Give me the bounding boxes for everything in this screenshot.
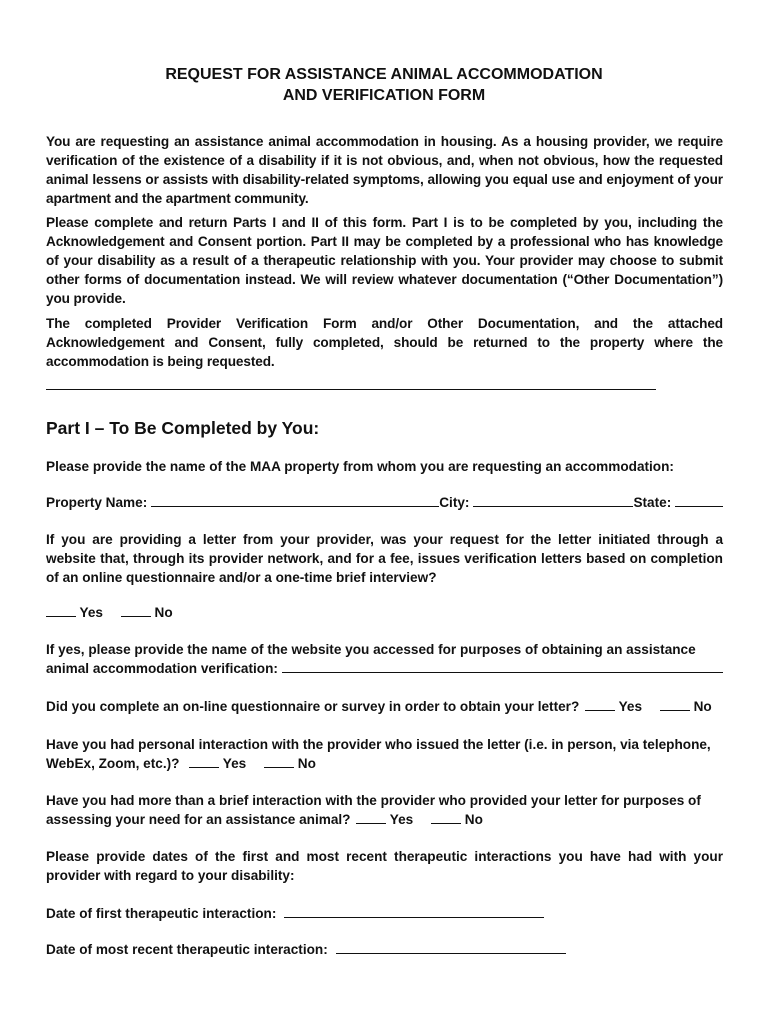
interaction-yes-field[interactable] xyxy=(189,754,219,768)
website-question: If you are providing a letter from your provider, was your request for the letter initiated through a website that, through its provider network, and for a fee, issues verification letters based on completion of an online questionnaire and/or a one-time brief interview? xyxy=(46,532,723,585)
questionnaire-yes-field[interactable] xyxy=(585,697,615,711)
website-name-prompt-line-2: animal accommodation verification: xyxy=(46,661,278,676)
questionnaire-no-label: No xyxy=(693,699,712,714)
brief-question xyxy=(46,791,723,829)
brief-question-line-2: assessing your need for an assistance animal? xyxy=(46,812,351,827)
brief-no-field[interactable] xyxy=(431,810,461,824)
part-1-heading: Part I – To Be Completed by You: xyxy=(46,418,320,438)
website-yes-label: Yes xyxy=(79,605,103,620)
website-name-row xyxy=(46,659,723,678)
intro-paragraph-1: You are requesting an assistance animal accommodation in housing. As a housing provider, we require verification of the existence of a disability if it is not obvious, and, when not obvious, how the requested animal lessens or assists with disability-related symptoms, allowing you equal use and enjoyment of your apartment and the apartment community. xyxy=(46,134,723,206)
questionnaire-yes-label: Yes xyxy=(618,699,642,714)
first-date-label: Date of first therapeutic interaction: xyxy=(46,906,277,921)
interaction-question-line-2: WebEx, Zoom, etc.)? xyxy=(46,756,180,771)
intro-paragraph-3: The completed Provider Verification Form and/or Other Documentation, and the attached Acknowledgement and Consent, fully completed, should be returned to the property where the accommodation is being requested. xyxy=(46,316,723,369)
city-label: City: xyxy=(439,495,470,510)
first-date-field[interactable] xyxy=(284,904,544,918)
website-no-field[interactable] xyxy=(121,603,151,617)
recent-date-label: Date of most recent therapeutic interaction: xyxy=(46,942,328,957)
city-field[interactable] xyxy=(473,493,633,507)
interaction-yes-label: Yes xyxy=(222,756,247,771)
questionnaire-row xyxy=(46,697,723,716)
recent-date-row xyxy=(46,940,723,959)
website-name-prompt xyxy=(46,640,723,678)
title-line-2: AND VERIFICATION FORM xyxy=(282,87,486,104)
intro-paragraph-2: Please complete and return Parts I and II of this form. Part I is to be completed by you, including the Acknowledgement and Consent portion. Part II may be completed by a professional who has knowledge of your disability as a result of a therapeutic relationship with you. Your provider may choose to submit other forms of documentation instead. We will review whatever documentation (“Other Documentation”) you provide. xyxy=(46,215,723,306)
recent-date-field[interactable] xyxy=(336,940,566,954)
brief-yes-field[interactable] xyxy=(356,810,386,824)
website-yes-no xyxy=(46,603,723,622)
brief-question-line-1: Have you had more than a brief interaction with the provider who provided your letter for purposes of xyxy=(46,793,701,808)
property-name-label: Property Name: xyxy=(46,495,148,510)
brief-no-label: No xyxy=(464,812,483,827)
section-divider xyxy=(46,389,656,390)
property-name-field[interactable] xyxy=(151,493,439,507)
website-name-field[interactable] xyxy=(282,659,723,673)
brief-question-line-2-row xyxy=(46,810,723,829)
state-field[interactable] xyxy=(675,493,723,507)
interaction-question xyxy=(46,735,723,773)
form-title xyxy=(40,64,728,106)
website-no-label: No xyxy=(154,605,173,620)
website-yes-field[interactable] xyxy=(46,603,76,617)
title-line-1: REQUEST FOR ASSISTANCE ANIMAL ACCOMMODATION xyxy=(165,66,603,83)
interaction-question-line-2-row xyxy=(46,754,723,773)
property-prompt: Please provide the name of the MAA property from whom you are requesting an accommodation: xyxy=(46,459,674,474)
interaction-question-line-1: Have you had personal interaction with the provider who issued the letter (i.e. in person, via telephone, xyxy=(46,737,711,752)
website-name-prompt-line-1: If yes, please provide the name of the website you accessed for purposes of obtaining an assistance xyxy=(46,642,696,657)
dates-prompt: Please provide dates of the first and most recent therapeutic interactions you have had with your provider with regard to your disability: xyxy=(46,849,723,883)
first-date-row xyxy=(46,904,723,923)
state-label: State: xyxy=(633,495,672,510)
property-row xyxy=(46,493,723,512)
interaction-no-label: No xyxy=(297,756,316,771)
questionnaire-question: Did you complete an on-line questionnaire or survey in order to obtain your letter? xyxy=(46,699,580,714)
questionnaire-no-field[interactable] xyxy=(660,697,690,711)
brief-yes-label: Yes xyxy=(389,812,414,827)
interaction-no-field[interactable] xyxy=(264,754,294,768)
